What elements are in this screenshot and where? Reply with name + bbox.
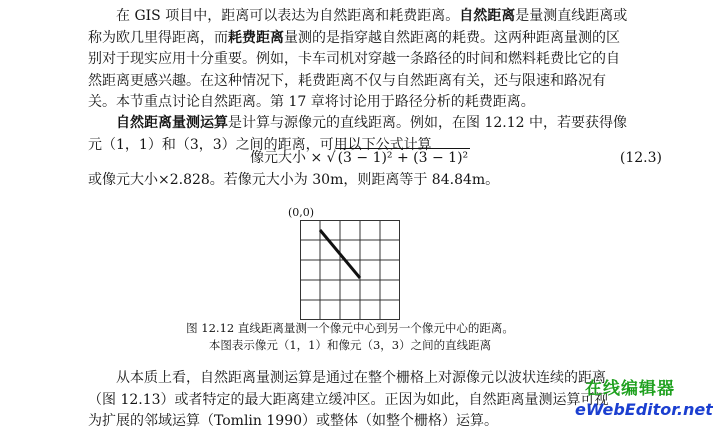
watermark-logo (575, 378, 713, 427)
term-physical-distance-operation: 自然距离量测运算 (116, 115, 228, 131)
text-line (88, 6, 668, 28)
equation-number: (12.3) (619, 150, 662, 166)
term-physical-distance: 自然距离 (459, 8, 516, 24)
grid-svg (300, 220, 400, 320)
text-span: 从本质上看，自然距离量测运算是通过在整个栅格上对源像元以波状连续的距离 (116, 370, 606, 386)
text-span: 量测的是指穿越自然距离的耗费。这两种距离量测的区 (284, 29, 620, 46)
text-line: 元（1，1）和（3，3）之间的距离，可用以下公式计算 (88, 136, 432, 153)
text-span: 是量测直线距离或 (515, 8, 628, 24)
figure-origin-label: (0,0) (288, 206, 315, 219)
text-line: 然距离更感兴趣。在这种情况下，耗费距离不仅与自然距离有关，还与限速和路况有 (88, 72, 606, 89)
text-line (88, 28, 668, 50)
watermark-line2: eWebEditor.net (575, 400, 713, 419)
figure-caption: 图 12.12 直线距离量测一个像元中心到另一个像元中心的距离。 (186, 321, 514, 335)
grid-lines (300, 220, 400, 320)
grid-border (301, 221, 400, 320)
equation-lhs: 像元大小 × (250, 150, 327, 166)
text-line: （图 12.13）或者特定的最大距离建立缓冲区。正因为如此，自然距离量测运算可视 (88, 391, 609, 408)
figure-caption-sub: 本图表示像元（1，1）和像元（3，3）之间的直线距离 (208, 338, 492, 352)
equation-radicand: (3 − 1)² + (3 − 1)² (337, 150, 469, 166)
text-line: 别对于现实应用十分重要。例如，卡车司机对穿越一条路径的时间和燃料耗费比它的自 (88, 51, 620, 67)
text-span: 在 GIS 项目中，距离可以表达为自然距离和耗费距离。 (116, 8, 460, 24)
radical-sign: √ (326, 150, 336, 166)
text-line (88, 113, 668, 135)
equation-12-3 (250, 147, 670, 169)
term-cost-distance: 耗费距离 (228, 29, 284, 46)
text-line: 为扩展的邻域运算（Tomlin 1990）或整体（如整个栅格）运算。 (88, 413, 499, 429)
figure-raster-grid (300, 220, 400, 320)
paragraph-result (88, 170, 668, 192)
text-line: 关。本节重点讨论自然距离。第 17 章将讨论用于路径分析的耗费距离。 (88, 94, 535, 110)
text-span: 是计算与源像元的直线距离。例如，在图 12.12 中，若要获得像 (228, 115, 627, 131)
watermark-line1: 在线编辑器 (585, 379, 675, 399)
text-span: 称为欧几里得距离，而 (88, 29, 228, 46)
text-line: 或像元大小×2.828。若像元大小为 30m，则距离等于 84.84m。 (88, 172, 500, 188)
paragraph-distance-types (88, 6, 668, 114)
